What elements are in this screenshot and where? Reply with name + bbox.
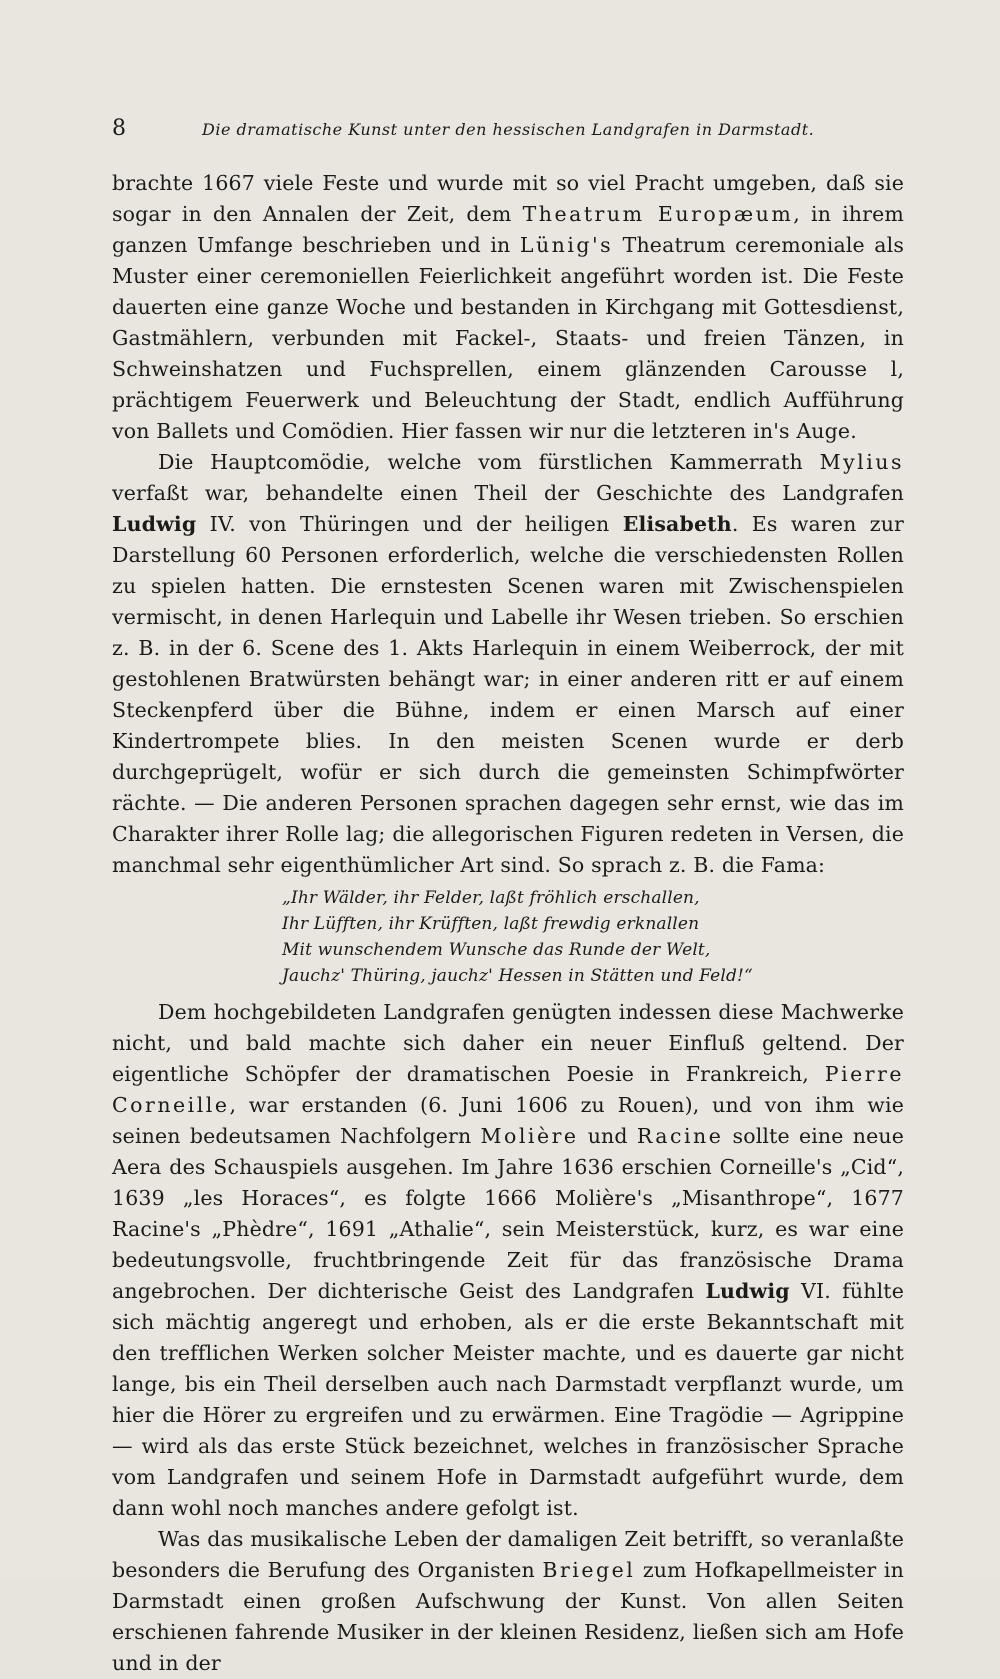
text-run: VI. fühlte sich mächtig angeregt und erhoben, als er die erste Bekanntschaft mit den trefflichen Werken solcher Meister machte, und es dauerte gar nicht lange, bis ein Theil derselben auch nach Darmstadt verpflanzt wurde, um hier die Hörer zu ergreifen und zu erwärmen. Eine Tragödie — Agrippine — wird als das erste Stück bezeichnet, welches in französischer Sprache vom Landgrafen und seinem Hofe in Darmstadt aufgeführt wurde, dem dann wohl noch manches andere gefolgt ist. — [112, 1279, 904, 1520]
text-run: sollte eine neue Aera des Schauspiels ausgehen. Im Jahre 1636 erschien Corneille's „Cid“, 1639 „les Horaces“, es folgte 1666 Molière's „Misanthrope“, 1677 Racine's „Phèdre“, 1691 „Athalie“, sein Meisterstück, kurz, es war eine bedeutungsvolle, fruchtbringende Zeit für das französische Drama angebrochen. Der dichterische Geist des Landgrafen — [112, 1124, 905, 1303]
page-number: 8 — [112, 116, 127, 141]
text-run: und — [578, 1124, 637, 1148]
verse-line: „Ihr Wälder, ihr Felder, laßt fröhlich erschallen, — [282, 888, 700, 908]
paragraph-2 — [112, 447, 904, 881]
verse-quote — [282, 885, 904, 989]
paragraph-1 — [112, 168, 904, 447]
text-run: Theatrum ceremoniale als Muster einer ceremoniellen Feierlichkeit angeführt worden ist. Die Feste dauerten eine ganze Woche und bestanden in Kirchgang mit Gottesdienst, Gastmählern, verbunden mit Fackel-, Staats- und freien Tänzen, in Schweinshatzen und Fuchsprellen, einem glänzenden Carousse l, prächtigem Feuerwerk und Beleuchtung der Stadt, endlich Aufführung von Ballets und Comödien. Hier fassen wir nur die letzteren in's Auge. — [112, 233, 904, 443]
text-run: brachte 1667 viele Feste und wurde mit so viel Pracht umgeben, daß sie sogar in den Annalen der Zeit, dem — [112, 171, 904, 226]
verse-line: Mit wunschendem Wunsche das Runde der Welt, — [282, 940, 711, 960]
paragraph-3 — [112, 997, 904, 1524]
text-run: zum Hofkapellmeister in Darmstadt einen großen Aufschwung der Kunst. Von allen Seiten erschienen fahrende Musiker in der kleinen Residenz, ließen sich am Hofe und in der — [112, 1558, 904, 1675]
text-run: IV. von Thüringen und der heiligen — [196, 512, 623, 536]
text-run: , in ihrem ganzen Umfange beschrieben und in — [112, 202, 904, 257]
text-run: , war erstanden (6. Juni 1606 zu Rouen), und von ihm wie seinen bedeutsamen Nachfolgern — [112, 1093, 904, 1148]
bold-run: Ludwig — [112, 512, 197, 536]
emphasis-run: Mylius — [819, 450, 904, 474]
text-run: Dem hochgebildeten Landgrafen genügten indessen diese Machwerke nicht, und bald machte sich daher ein neuer Einfluß geltend. Der eigentliche Schöpfer der dramatischen Poesie in Frankreich, — [112, 1000, 904, 1086]
emphasis-run: Pierre Corneille — [112, 1062, 904, 1117]
text-run: Was das musikalische Leben der damaligen Zeit betrifft, so veranlaßte besonders die Berufung des Organisten — [112, 1527, 904, 1582]
page-body — [112, 168, 904, 1679]
verse-line: Ihr Lüfften, ihr Krüfften, laßt frewdig erknallen — [282, 914, 700, 934]
emphasis-run: Lünig's — [519, 233, 614, 257]
emphasis-run: Theatrum Europæum — [522, 202, 794, 226]
bold-run: Elisabeth — [622, 512, 732, 536]
emphasis-run: Molière — [480, 1124, 579, 1148]
verse-line: Jauchz' Thüring, jauchz' Hessen in Stätten und Feld!“ — [282, 966, 753, 986]
page-header — [112, 116, 902, 146]
text-run: Die Hauptcomödie, welche vom fürstlichen Kammerrath — [158, 450, 820, 474]
text-run: . Es waren zur Darstellung 60 Personen erforderlich, welche die verschiedensten Rollen zu spielen hatten. Die ernstesten Scenen waren mit Zwischenspielen vermischt, in denen Harlequin und Labelle ihr Wesen trieben. So erschien z. B. in der 6. Scene des 1. Akts Harlequin in einem Weiberrock, der mit gestohlenen Bratwürsten behängt war; in einer anderen ritt er auf einem Steckenpferd über die Bühne, indem er einen Marsch auf einer Kindertrompete blies. In den meisten Scenen wurde er derb durchgeprügelt, wofür er sich durch die gemeinsten Schimpfwörter rächte. — Die anderen Personen sprachen dagegen sehr ernst, wie das im Charakter ihrer Rolle lag; die allegorischen Figuren redeten in Versen, die manchmal sehr eigenthümlicher Art sind. So sprach z. B. die Fama: — [112, 512, 904, 877]
bold-run: Ludwig — [705, 1279, 790, 1303]
emphasis-run: Racine — [636, 1124, 724, 1148]
emphasis-run: Briegel — [542, 1558, 636, 1582]
paragraph-4 — [112, 1524, 904, 1679]
text-run: verfaßt war, behandelte einen Theil der Geschichte des Landgrafen — [112, 481, 904, 505]
running-title: Die dramatische Kunst unter den hessischen Landgrafen in Darmstadt. — [202, 120, 815, 139]
